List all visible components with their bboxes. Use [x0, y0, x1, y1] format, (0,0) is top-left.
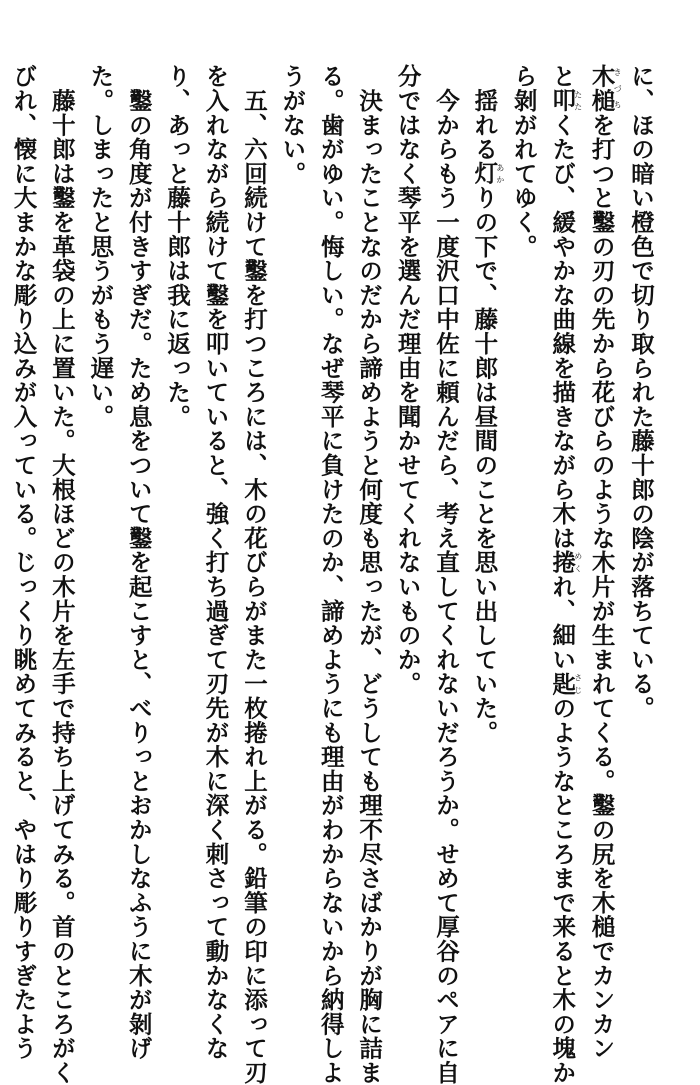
- ruby-base: 叩: [548, 88, 577, 113]
- ruby-base: 匙: [548, 671, 577, 696]
- text-column: に、ほの暗い橙色で切り取られた藤十郎の陰が落ちている。: [627, 64, 655, 721]
- text-column: [543, 64, 583, 1085]
- text-segment: と: [548, 64, 577, 89]
- ruby-annotated-word: [548, 88, 583, 113]
- text-column: うがない。: [278, 64, 307, 186]
- ruby-reading: きづち: [613, 64, 623, 113]
- text-column: た。しまったと思うがもう遅い。: [86, 64, 115, 429]
- ruby-base: 捲: [548, 550, 577, 575]
- text-column: 今からもう一度沢口中佐に頼んだら、考え直してくれないだろうか。せめて厚谷のペアに自: [431, 64, 460, 1085]
- text-column: [465, 64, 504, 964]
- text-segment: 揺れる: [470, 64, 499, 162]
- ruby-reading: めく: [573, 550, 583, 575]
- ruby-annotated-word: [548, 550, 583, 575]
- text-segment: くたび、緩やかな曲線を描きながら木は: [548, 112, 577, 551]
- text-column: 藤十郎は鑿を革袋の上に置いた。大根ほどの木片を左手で持ち上げてみる。首のところがく: [47, 64, 76, 1085]
- ruby-annotated-word: [470, 161, 505, 186]
- text-column: 五、六回続けて鑿を打つころには、木の花びらがまた一枚捲れ上がる。鉛筆の印に添って刃: [239, 64, 268, 1085]
- text-segment: を打つと鑿の刃の先から花びらのような木片が生まれてくる。鑿の尻を木槌でカンカン: [587, 112, 616, 1061]
- text-column: を入れながら続けて鑿を叩いていると、強く打ち過ぎて刃先が木に深く刺さって動かなくな: [201, 64, 230, 1061]
- ruby-reading: さじ: [573, 671, 583, 696]
- ruby-annotated-word: [587, 64, 623, 113]
- ruby-annotated-word: [548, 671, 583, 696]
- text-segment: りの下で、藤十郎は昼間のことを思い出していた。: [470, 185, 499, 745]
- ruby-base: 灯: [470, 161, 499, 186]
- text-column: [582, 64, 623, 1061]
- text-column: る。歯がゆい。悔しい。なぜ琴平に負けたのか、諦めようにも理由がわからないから納得しよ: [316, 64, 345, 1085]
- text-segment: れ、細い: [548, 574, 577, 672]
- vertical-text-body: [4, 64, 660, 1085]
- text-column: 分ではなく琴平を選んだ理由を聞かせてくれないものか。: [393, 64, 422, 696]
- text-column: びれ、懐に大まかな彫り込みが入っている。じっくり眺めてみると、やはり彫りすぎたよう: [9, 64, 38, 1061]
- text-segment: のようなところまで来ると木の塊か: [548, 695, 577, 1085]
- text-column: 鑿の角度が付きすぎだ。ため息をついて鑿を起こすと、べりっとおかしなふうに木が剝げ: [124, 64, 153, 1061]
- ruby-base: 木槌: [587, 64, 616, 113]
- text-column: り、あっと藤十郎は我に返った。: [163, 64, 192, 429]
- text-column: ら剝がれてゆく。: [509, 64, 538, 259]
- text-column: 決まったことなのだから諦めようと何度も思ったが、どうしても理不尽さばかりが胸に詰ま: [355, 64, 384, 1085]
- ruby-reading: あか: [495, 161, 505, 186]
- ruby-reading: たた: [573, 88, 583, 113]
